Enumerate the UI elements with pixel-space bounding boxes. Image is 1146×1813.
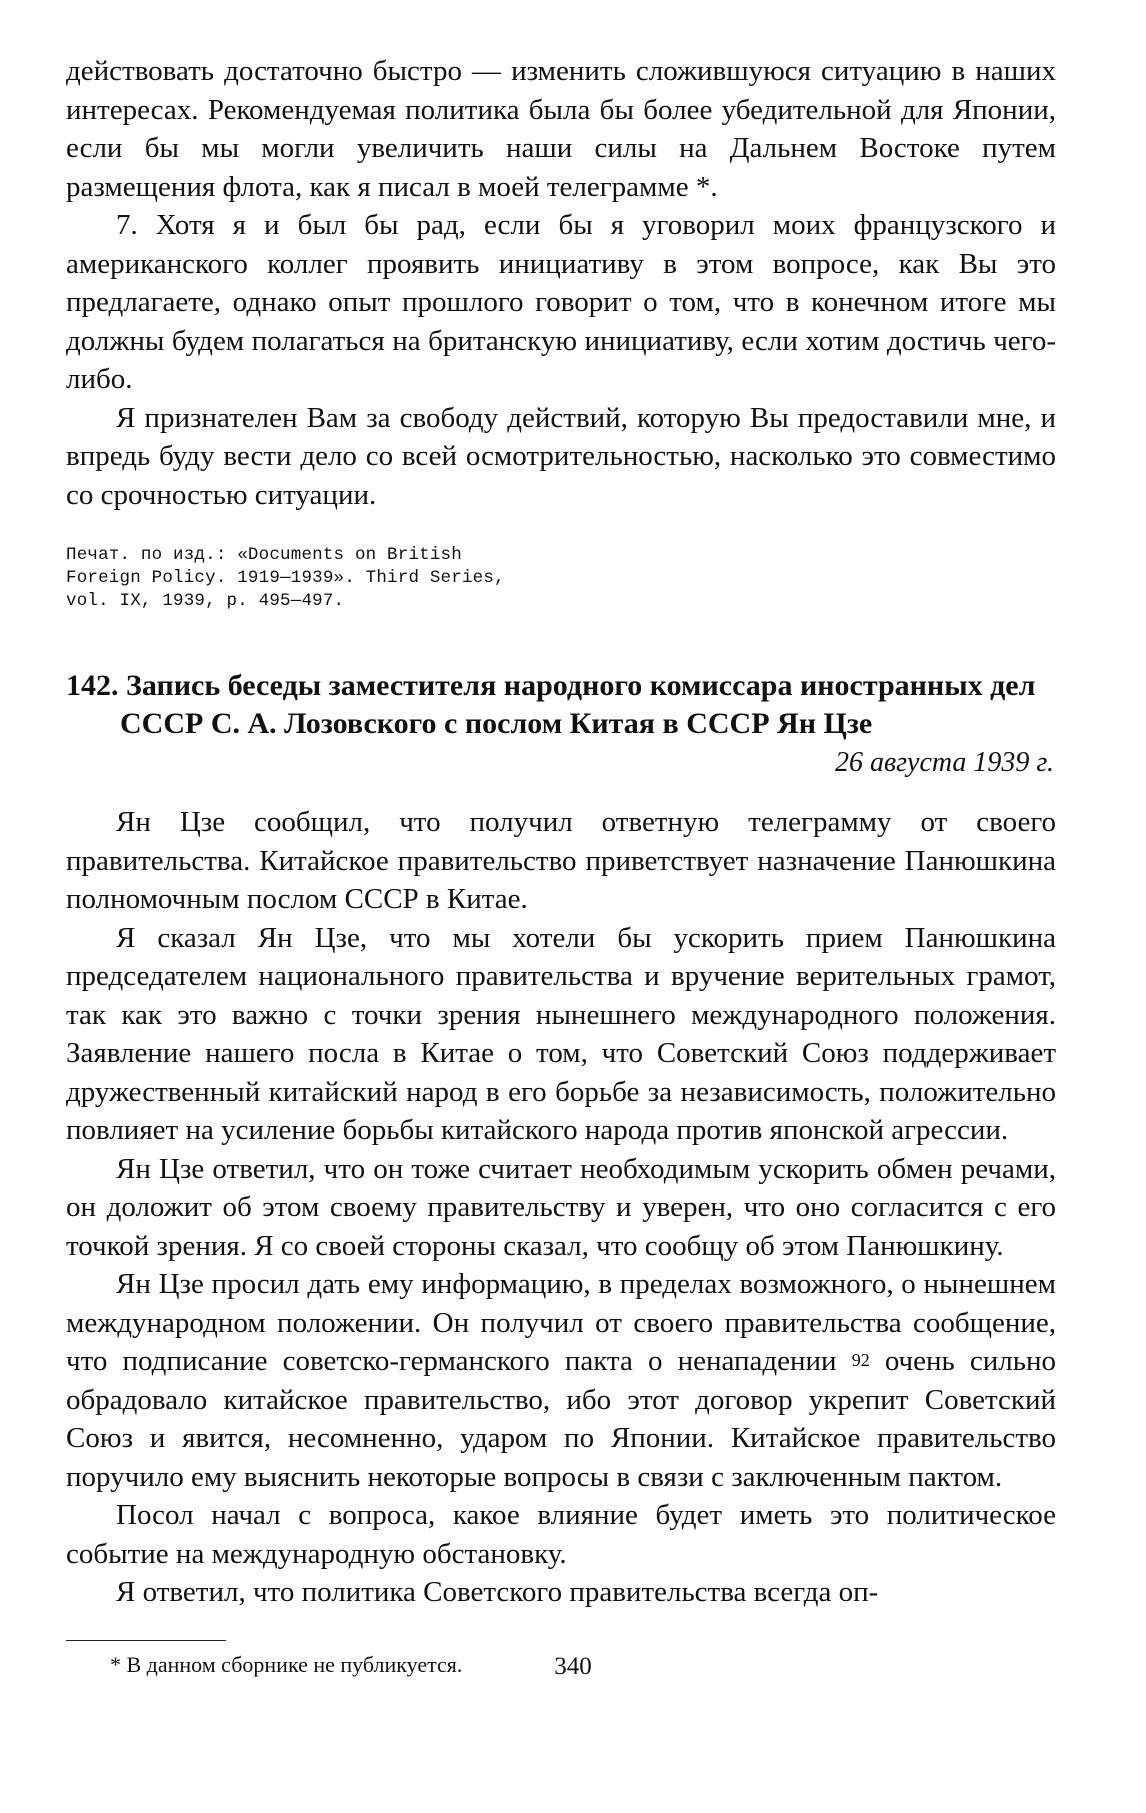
page-number: 340 xyxy=(554,1653,592,1680)
document-heading: 142. Запись беседы заместителя народного комиссара иностранных дел СССР С. А. Лозовского с послом Китая в СССР Ян Цзе xyxy=(66,669,1036,740)
source-note: Печат. по изд.: «Documents on British Foreign Policy. 1919—1939». Third Series, vol. IX, 1939, p. 495—497. xyxy=(66,545,505,611)
paragraph-body: Посол начал с вопроса, какое влияние будет иметь это политическое событие на международную обстановку. xyxy=(66,1499,1056,1570)
paragraph-closing: Я признателен Вам за свободу действий, которую Вы предоставили мне, и впредь буду вести дело со всей осмотрительностью, насколько это совместимо со срочностью ситуации. xyxy=(66,401,1056,511)
endnote-reference: 92 xyxy=(851,1350,870,1370)
paragraph-body: Ян Цзе сообщил, что получил ответную телеграмму от своего правительства. Китайское правительство приветствует назначение Панюшкина полномочным послом СССР в Китае. xyxy=(66,806,1056,915)
paragraph-body: Ян Цзе ответил, что он тоже считает необходимым ускорить обмен речами, он доложит об этом своему правительству и уверен, что оно согласится с его точкой зрения. Я со своей стороны сказал, что сообщу об этом Панюшкину. xyxy=(66,1152,1056,1262)
document-page xyxy=(66,52,1056,1679)
footnote-marker: *. xyxy=(688,170,718,203)
footnote: * В данном сборнике не публикуется. xyxy=(110,1651,463,1677)
paragraph-body: Я ответил, что политика Советского правительства всегда оп- xyxy=(116,1576,879,1608)
document-date: 26 августа 1939 г. xyxy=(834,747,1054,778)
footnote-divider xyxy=(66,1640,226,1641)
paragraph-text: Ян Цзе просил дать ему информацию, в пределах возможного, о нынешнем международном положении. Он получил от своего правительства сообщение, что подписание советско-германского пакта о ненападении xyxy=(66,1268,1056,1377)
paragraph-text: действовать достаточно быстро — изменить сложившуюся ситуацию в наших интересах. Рекомендуемая политика была бы более убедительной для Японии, если бы мы могли увеличить наши силы на Дальнем Востоке путем размещения флота, как я писал в моей телеграмме xyxy=(66,55,1056,203)
paragraph-text: очень сильно обрадовало китайское правительство, ибо этот договор укрепит Советский Союз и явится, несомненно, ударом по Японии. Китайское правительство поручило ему выяснить некоторые вопросы в связи с заключенным пактом. xyxy=(66,1345,1056,1493)
paragraph-body: Я сказал Ян Цзе, что мы хотели бы ускорить прием Панюшкина председателем национального правительства и вручение верительных грамот, так как это важно с точки зрения нынешнего международного положения. Заявление нашего посла в Китае о том, что Советский Союз поддерживает дружественный китайский народ в его борьбе за независимость, положительно повлияет на усиление борьбы китайского народа против японской агрессии. xyxy=(66,921,1056,1146)
paragraph-item-7: 7. Хотя я и был бы рад, если бы я уговорил моих французского и американского коллег проявить инициативу в этом вопросе, как Вы это предлагаете, однако опыт прошлого говорит о том, что в конечном итоге мы должны будем полагаться на британскую инициативу, если хотим достичь чего-либо. xyxy=(66,209,1056,395)
paragraph-body xyxy=(66,1265,1056,1496)
paragraph-continued xyxy=(66,52,1056,206)
